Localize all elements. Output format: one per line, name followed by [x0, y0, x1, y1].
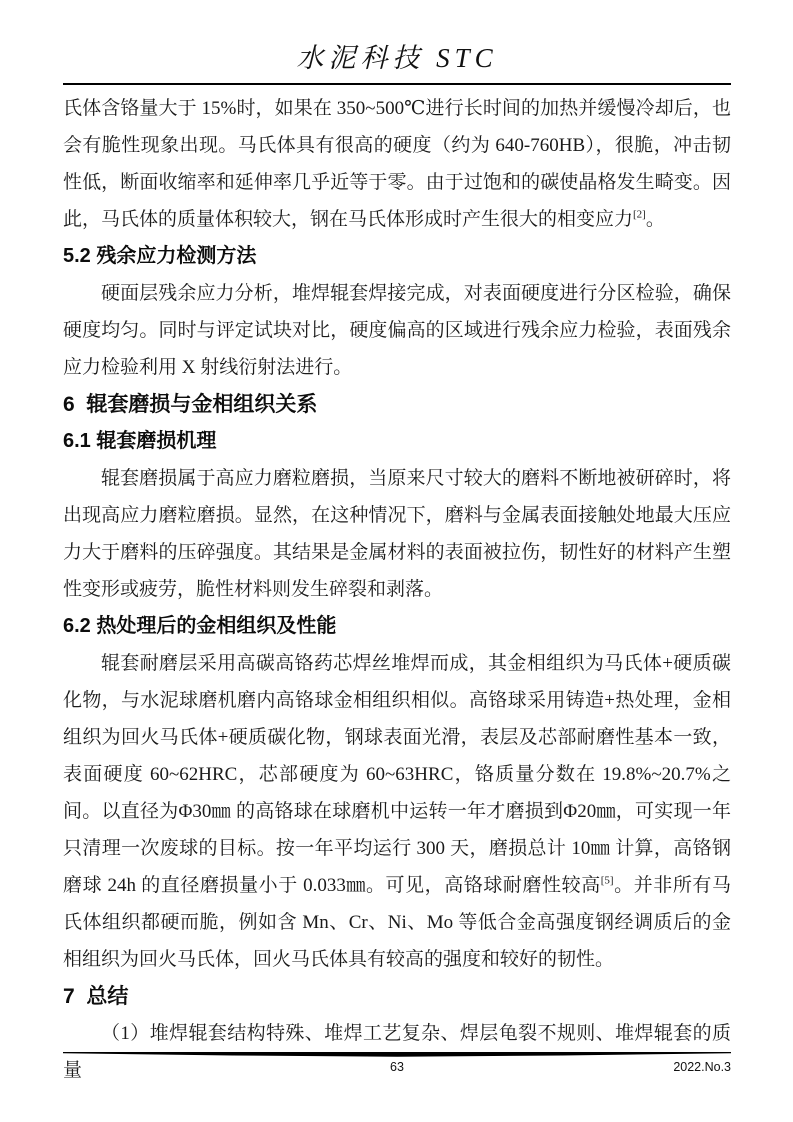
continuation-paragraph — [63, 90, 731, 238]
continuation-paragraph-tail: 。 — [645, 209, 665, 230]
section-heading-7: 7 总结 — [63, 985, 129, 1008]
article-body — [63, 85, 731, 1089]
section-heading-6-1: 6.1 辊套磨损机理 — [63, 430, 217, 452]
section-6-1-paragraph: 辊套磨损属于高应力磨粒磨损，当原来尺寸较大的磨料不断地被研碎时，将出现高应力磨粒磨损。显然，在这种情况下，磨料与金属表面接触处地最大压应力大于磨料的压碎强度。其结果是金属材料的表面被拉伤，韧性好的材料产生塑性变形或疲劳，脆性材料则发生碎裂和剥落。 — [63, 468, 731, 600]
footer-divider — [63, 1050, 731, 1057]
page-footer — [63, 1050, 731, 1076]
footer-issue-label: 2022.No.3 — [673, 1060, 731, 1074]
section-6-2-paragraph — [63, 645, 731, 978]
section-7-paragraph: （1）堆焊辊套结构特殊、堆焊工艺复杂、焊层龟裂不规则、堆焊辊套的质量 — [63, 1023, 731, 1081]
section-5-2-paragraph: 硬面层残余应力分析，堆焊辊套焊接完成，对表面硬度进行分区检验，确保硬度均匀。同时与评定试块对比，硬度偏高的区域进行残余应力检验，表面残余应力检验利用 X 射线衍射法进行。 — [63, 283, 731, 378]
page-margin-box — [63, 0, 731, 1122]
footer-row — [63, 1058, 731, 1076]
reference-marker-2: [2] — [633, 208, 646, 221]
continuation-paragraph-text: 氏体含铬量大于 15%时，如果在 350~500℃进行长时间的加热并缓慢冷却后，也会有脆性现象出现。马氏体具有很高的硬度（约为 640-760HB），很脆，冲击韧性低，断面收缩率和延伸率几乎近等于零。由于过饱和的碳使晶格发生畸变。因此，马氏体的质量体积较大，钢在马氏体形成时产生很大的相变应力 — [63, 98, 731, 230]
journal-title: 水泥科技 STC — [296, 43, 498, 73]
reference-marker-5: [5] — [600, 874, 614, 887]
section-heading-6-2: 6.2 热处理后的金相组织及性能 — [63, 615, 337, 637]
footer-page-number: 63 — [390, 1060, 404, 1074]
section-6-2-paragraph-part1: 辊套耐磨层采用高碳高铬药芯焊丝堆焊而成，其金相组织为马氏体+硬质碳化物，与水泥球磨机磨内高铬球金相组织相似。高铬球采用铸造+热处理，金相组织为回火马氏体+硬质碳化物，钢球表面光滑，表层及芯部耐磨性基本一致，表面硬度 60~62HRC，芯部硬度为 60~63HRC，铬质量分数在 19.8%~20.7%之间。以直径为Φ30㎜ 的高铬球在球磨机中运转一年才磨损到Φ20㎜，可实现一年只清理一次废球的目标。按一年平均运行 300 天，磨损总计 10㎜ 计算，高铬钢磨球 24h 的直径磨损量小于 0.033㎜。可见，高铬球耐磨性较高 — [63, 653, 731, 896]
section-6-2-paragraph-part2: 。并非所有马氏体组织都硬而脆，例如含 Mn、Cr、Ni、Mo 等低合金高强度钢经调质后的金相组织为回火马氏体，回火马氏体具有较高的强度和较好的韧性。 — [63, 875, 731, 970]
section-heading-5-2: 5.2 残余应力检测方法 — [63, 245, 257, 267]
section-heading-6: 6 辊套磨损与金相组织关系 — [63, 393, 318, 416]
